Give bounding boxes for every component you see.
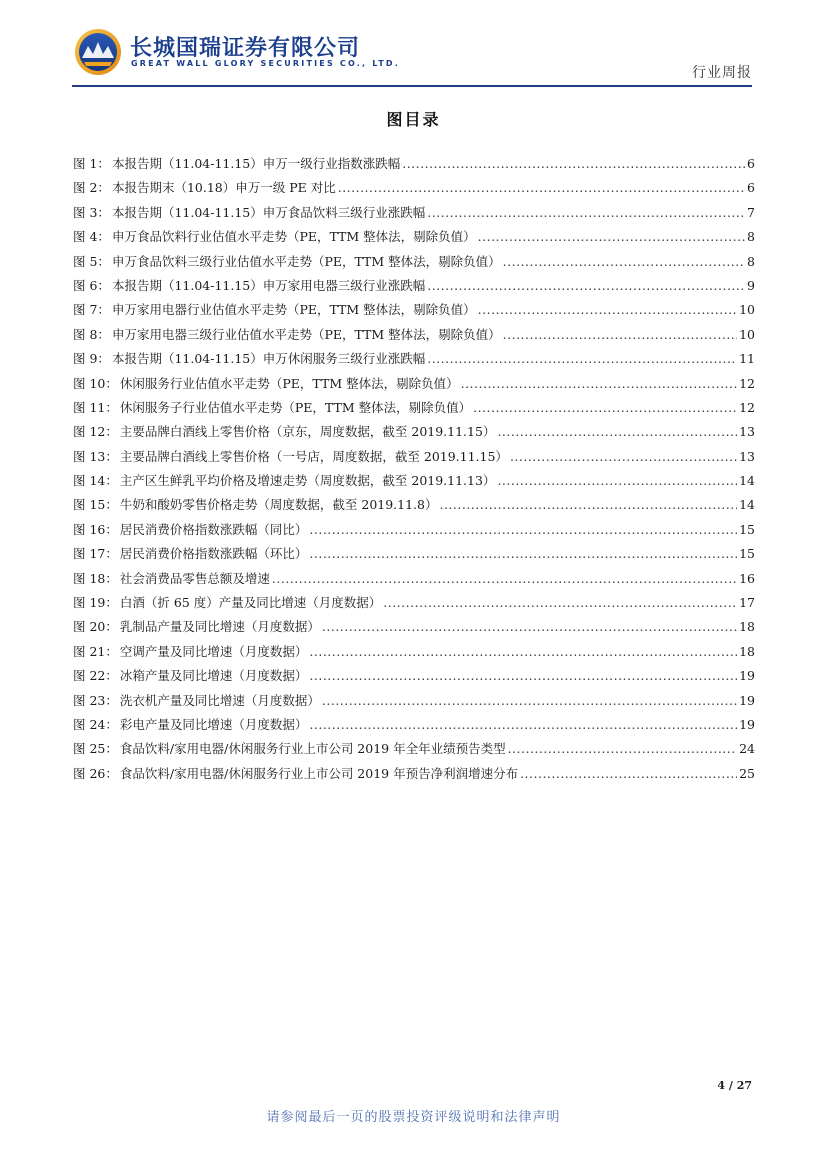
toc-entry-title: 食品饮料/家用电器/休闲服务行业上市公司 2019 年预告净利润增速分布 — [119, 765, 519, 781]
toc-entry[interactable] — [73, 640, 755, 664]
toc-entry-label: 图 25： — [73, 741, 118, 757]
toc-entry-title: 牛奶和酸奶零售价格走势（周度数据，截至 2019.11.8） — [119, 497, 438, 513]
toc-entry-title: 主要品牌白酒线上零售价格（京东，周度数据，截至 2019.11.15） — [119, 424, 496, 440]
toc-entry[interactable] — [73, 250, 755, 274]
toc-entry-title: 本报告期（11.04-11.15）申万食品饮料三级行业涨跌幅 — [111, 204, 426, 220]
footer-disclaimer-note: 请参阅最后一页的股票投资评级说明和法律声明 — [266, 1110, 561, 1125]
company-name-en: GREAT WALL GLORY SECURITIES CO., LTD. — [131, 59, 400, 68]
toc-entry[interactable] — [73, 615, 755, 639]
toc-entry-label: 图 26： — [73, 765, 118, 781]
toc-entry-page: 24 — [739, 741, 755, 757]
toc-dot-leader — [402, 152, 745, 176]
toc-entry-label: 图 12： — [73, 424, 118, 440]
toc-entry-page: 17 — [739, 595, 755, 611]
toc-entry[interactable] — [73, 713, 755, 737]
toc-entry-page: 6 — [747, 156, 755, 171]
toc-entry-label: 图 19： — [73, 595, 118, 611]
toc-entry-page: 7 — [747, 204, 755, 220]
toc-entry-label: 图 9： — [73, 351, 110, 367]
toc-entry-title: 休闲服务行业估值水平走势（PE，TTM 整体法，剔除负值） — [119, 375, 459, 391]
toc-entry-page: 8 — [747, 229, 755, 245]
toc-entry-page: 13 — [739, 448, 755, 464]
toc-entry-label: 图 13： — [73, 448, 118, 464]
toc-entry[interactable] — [73, 274, 755, 298]
toc-entry-page: 16 — [739, 570, 755, 586]
toc-entry-label: 图 24： — [73, 716, 118, 732]
toc-dot-leader — [272, 567, 737, 591]
toc-dot-leader — [473, 396, 737, 420]
toc-entry-title: 乳制品产量及同比增速（月度数据） — [119, 619, 320, 635]
toc-entry-label: 图 14： — [73, 473, 118, 489]
report-type: 行业周报 — [692, 65, 752, 81]
toc-entry-label: 图 20： — [73, 619, 118, 635]
toc-entry-page: 12 — [739, 399, 755, 415]
toc-entry[interactable] — [73, 372, 755, 396]
toc-entry-page: 15 — [739, 546, 755, 562]
toc-entry-title: 社会消费品零售总额及增速 — [119, 570, 270, 586]
toc-entry-label: 图 22： — [73, 668, 118, 684]
toc-entry-page: 14 — [739, 473, 755, 489]
toc-entry-title: 居民消费价格指数涨跌幅（同比） — [119, 521, 308, 537]
toc-entry-title: 申万食品饮料行业估值水平走势（PE，TTM 整体法，剔除负值） — [111, 229, 476, 245]
toc-entry[interactable] — [73, 152, 755, 176]
toc-dot-leader — [461, 372, 737, 396]
toc-entry-title: 本报告期（11.04-11.15）申万一级行业指数涨跌幅 — [111, 156, 401, 171]
toc-entry[interactable] — [73, 664, 755, 688]
toc-dot-leader — [322, 689, 737, 713]
toc-entry-label: 图 3： — [73, 204, 110, 220]
company-name-cn: 长城国瑞证券有限公司 — [130, 36, 361, 61]
toc-entry[interactable] — [73, 323, 755, 347]
toc-entry-title: 本报告期（11.04-11.15）申万休闲服务三级行业涨跌幅 — [111, 351, 426, 367]
toc-entry-title: 本报告期末（10.18）申万一级 PE 对比 — [111, 180, 336, 196]
toc-title: 图目录 — [386, 110, 441, 129]
toc-entry-title: 食品饮料/家用电器/休闲服务行业上市公司 2019 年全年业绩预告类型 — [119, 741, 506, 757]
toc-entry-title: 休闲服务子行业估值水平走势（PE，TTM 整体法，剔除负值） — [119, 399, 472, 415]
toc-dot-leader — [503, 250, 745, 274]
toc-entry-label: 图 6： — [73, 277, 110, 293]
toc-dot-leader — [338, 176, 745, 200]
toc-dot-leader — [503, 323, 737, 347]
toc-entry-page: 12 — [739, 375, 755, 391]
page-number: 4 / 27 — [717, 1079, 752, 1092]
toc-entry-label: 图 16： — [73, 521, 118, 537]
toc-entry-page: 8 — [747, 253, 755, 269]
toc-entry-label: 图 5： — [73, 253, 110, 269]
toc-entry-label: 图 4： — [73, 229, 110, 245]
toc-entry-page: 9 — [747, 277, 755, 293]
toc-entry[interactable] — [73, 469, 755, 493]
toc-entry[interactable] — [73, 201, 755, 225]
toc-entry[interactable] — [73, 762, 755, 786]
toc-entry-label: 图 1： — [73, 156, 110, 171]
toc-dot-leader — [439, 493, 737, 517]
toc-entry[interactable] — [73, 176, 755, 200]
toc-dot-leader — [478, 298, 737, 322]
toc-entry[interactable] — [73, 298, 755, 322]
company-logo-icon — [74, 28, 122, 76]
toc-entry-page: 13 — [739, 424, 755, 440]
header-divider — [72, 85, 752, 87]
toc-entry-title: 居民消费价格指数涨跌幅（环比） — [119, 546, 308, 562]
toc-dot-leader — [497, 469, 737, 493]
toc-dot-leader — [497, 420, 737, 444]
toc-entry-label: 图 23： — [73, 692, 118, 708]
toc-entry-title: 彩电产量及同比增速（月度数据） — [119, 716, 308, 732]
toc-entry-title: 白酒（折 65 度）产量及同比增速（月度数据） — [119, 595, 382, 611]
toc-entry[interactable] — [73, 689, 755, 713]
toc-dot-leader — [309, 542, 737, 566]
figure-toc-list — [73, 152, 755, 786]
toc-entry[interactable] — [73, 420, 755, 444]
toc-entry-page: 19 — [739, 716, 755, 732]
toc-entry-label: 图 11： — [73, 399, 118, 415]
toc-entry-label: 图 10： — [73, 375, 118, 391]
toc-dot-leader — [322, 615, 737, 639]
toc-entry-page: 11 — [739, 351, 755, 367]
toc-entry-title: 主产区生鲜乳平均价格及增速走势（周度数据，截至 2019.11.13） — [119, 473, 496, 489]
toc-dot-leader — [309, 664, 737, 688]
toc-entry-page: 14 — [739, 497, 755, 513]
toc-entry[interactable] — [73, 542, 755, 566]
toc-entry[interactable] — [73, 737, 755, 761]
toc-dot-leader — [309, 518, 737, 542]
toc-entry-label: 图 21： — [73, 643, 118, 659]
toc-dot-leader — [508, 737, 738, 761]
toc-dot-leader — [427, 201, 745, 225]
toc-entry-page: 10 — [739, 302, 755, 318]
toc-dot-leader — [427, 274, 745, 298]
toc-entry-title: 主要品牌白酒线上零售价格（一号店，周度数据，截至 2019.11.15） — [119, 448, 508, 464]
toc-entry-label: 图 2： — [73, 180, 110, 196]
toc-entry-page: 19 — [739, 692, 755, 708]
toc-entry[interactable] — [73, 396, 755, 420]
toc-entry-title: 申万家用电器三级行业估值水平走势（PE，TTM 整体法，剔除负值） — [111, 326, 501, 342]
toc-entry-label: 图 15： — [73, 497, 118, 513]
toc-entry[interactable] — [73, 493, 755, 517]
toc-entry-title: 申万家用电器行业估值水平走势（PE，TTM 整体法，剔除负值） — [111, 302, 476, 318]
toc-dot-leader — [309, 713, 737, 737]
toc-entry-label: 图 18： — [73, 570, 118, 586]
toc-entry[interactable] — [73, 225, 755, 249]
toc-entry-page: 25 — [739, 765, 755, 781]
toc-entry-label: 图 17： — [73, 546, 118, 562]
toc-entry-title: 本报告期（11.04-11.15）申万家用电器三级行业涨跌幅 — [111, 277, 426, 293]
toc-entry-title: 空调产量及同比增速（月度数据） — [119, 643, 308, 659]
toc-entry-title: 申万食品饮料三级行业估值水平走势（PE，TTM 整体法，剔除负值） — [111, 253, 501, 269]
toc-dot-leader — [309, 640, 737, 664]
toc-dot-leader — [427, 347, 737, 371]
toc-entry-title: 洗衣机产量及同比增速（月度数据） — [119, 692, 320, 708]
toc-entry-page: 15 — [739, 521, 755, 537]
toc-entry[interactable] — [73, 445, 755, 469]
toc-entry[interactable] — [73, 591, 755, 615]
toc-dot-leader — [520, 762, 737, 786]
toc-dot-leader — [383, 591, 737, 615]
toc-dot-leader — [510, 445, 737, 469]
toc-entry[interactable] — [73, 347, 755, 371]
toc-entry-page: 19 — [739, 668, 755, 684]
toc-entry-page: 18 — [739, 643, 755, 659]
toc-entry[interactable] — [73, 567, 755, 591]
page-header — [0, 0, 827, 90]
toc-entry-label: 图 7： — [73, 302, 110, 318]
toc-entry-label: 图 8： — [73, 326, 110, 342]
toc-entry-page: 6 — [747, 180, 755, 196]
toc-dot-leader — [478, 225, 745, 249]
toc-entry-page: 10 — [739, 326, 755, 342]
toc-entry[interactable] — [73, 518, 755, 542]
toc-entry-title: 冰箱产量及同比增速（月度数据） — [119, 668, 308, 684]
toc-entry-page: 18 — [739, 619, 755, 635]
